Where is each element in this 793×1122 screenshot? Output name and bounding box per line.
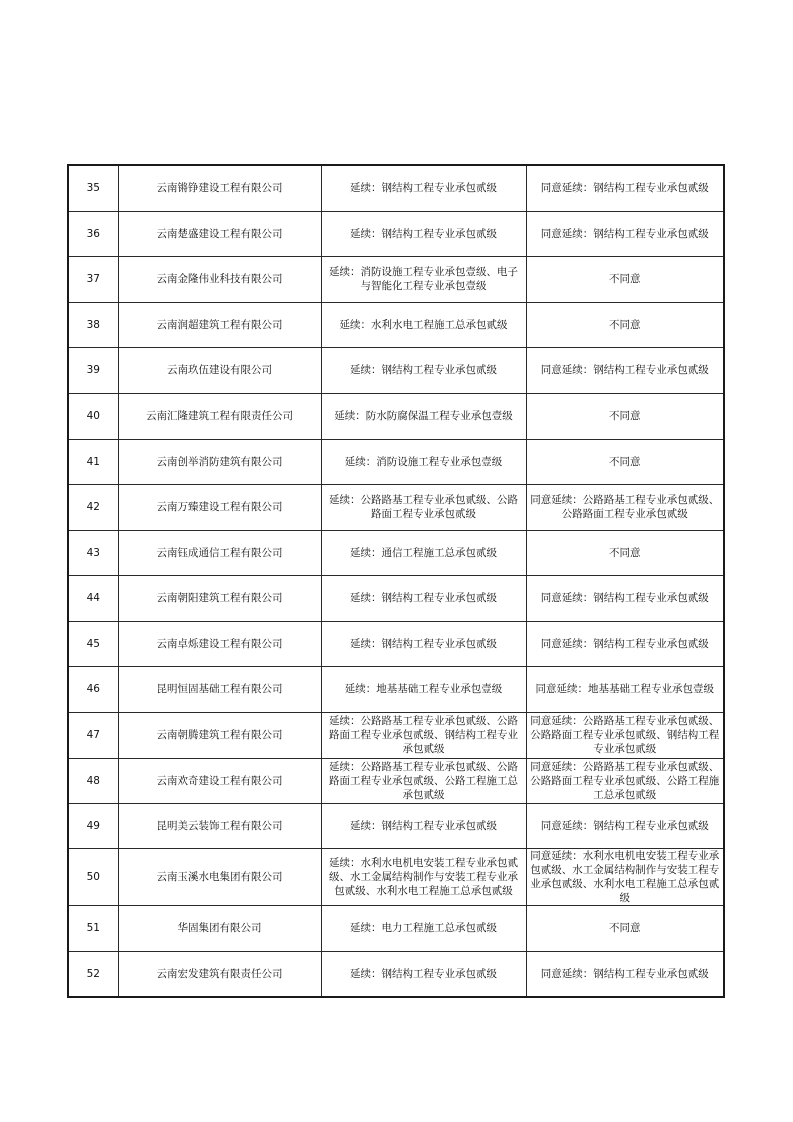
approval-result: 同意延续：公路路基工程专业承包贰级、公路路面工程专业承包贰级、钢结构工程专业承包贰级 (526, 712, 724, 758)
company-name: 云南钰成通信工程有限公司 (118, 530, 321, 575)
row-number: 47 (68, 712, 118, 758)
approval-result: 同意延续：钢结构工程专业承包贰级 (526, 621, 724, 666)
row-number: 37 (68, 256, 118, 302)
table-row (68, 848, 724, 905)
application-item: 延续：钢结构工程专业承包贰级 (321, 165, 526, 211)
table-row (68, 575, 724, 621)
table-row (68, 484, 724, 530)
company-name: 云南宏发建筑有限责任公司 (118, 951, 321, 997)
table-row (68, 302, 724, 347)
table-row (68, 621, 724, 666)
company-name: 云南汇隆建筑工程有限责任公司 (118, 393, 321, 439)
company-name: 昆明美云装饰工程有限公司 (118, 803, 321, 848)
row-number: 42 (68, 484, 118, 530)
application-item: 延续：通信工程施工总承包贰级 (321, 530, 526, 575)
approval-result: 同意延续：钢结构工程专业承包贰级 (526, 951, 724, 997)
row-number: 49 (68, 803, 118, 848)
row-number: 40 (68, 393, 118, 439)
approval-result: 不同意 (526, 393, 724, 439)
row-number: 48 (68, 758, 118, 803)
row-number: 41 (68, 439, 118, 484)
company-name: 云南欢奇建设工程有限公司 (118, 758, 321, 803)
application-item: 延续：水利水电工程施工总承包贰级 (321, 302, 526, 347)
row-number: 44 (68, 575, 118, 621)
company-name: 云南玉溪水电集团有限公司 (118, 848, 321, 905)
application-item: 延续：钢结构工程专业承包贰级 (321, 621, 526, 666)
company-name: 云南朝腾建筑工程有限公司 (118, 712, 321, 758)
approval-result: 同意延续：钢结构工程专业承包贰级 (526, 347, 724, 393)
table-row (68, 530, 724, 575)
company-name: 云南万臻建设工程有限公司 (118, 484, 321, 530)
approval-result: 不同意 (526, 905, 724, 951)
company-name: 云南楚盛建设工程有限公司 (118, 211, 321, 256)
company-name: 云南朝阳建筑工程有限公司 (118, 575, 321, 621)
application-item: 延续：钢结构工程专业承包贰级 (321, 211, 526, 256)
application-item: 延续：钢结构工程专业承包贰级 (321, 347, 526, 393)
application-item: 延续：钢结构工程专业承包贰级 (321, 803, 526, 848)
approval-result: 同意延续：钢结构工程专业承包贰级 (526, 803, 724, 848)
table-body (68, 165, 724, 997)
table-row (68, 758, 724, 803)
row-number: 52 (68, 951, 118, 997)
approval-result: 不同意 (526, 439, 724, 484)
application-item: 延续：钢结构工程专业承包贰级 (321, 575, 526, 621)
table-row (68, 439, 724, 484)
application-item: 延续：消防设施工程专业承包壹级、电子与智能化工程专业承包壹级 (321, 256, 526, 302)
application-item: 延续：防水防腐保温工程专业承包壹级 (321, 393, 526, 439)
table-row (68, 347, 724, 393)
row-number: 45 (68, 621, 118, 666)
table-row (68, 256, 724, 302)
approval-result: 同意延续：钢结构工程专业承包贰级 (526, 211, 724, 256)
qualification-table (67, 164, 725, 998)
row-number: 50 (68, 848, 118, 905)
table-row (68, 803, 724, 848)
company-name: 云南锵铮建设工程有限公司 (118, 165, 321, 211)
company-name: 昆明恒固基础工程有限公司 (118, 666, 321, 712)
company-name: 云南润超建筑工程有限公司 (118, 302, 321, 347)
table-row (68, 666, 724, 712)
approval-result: 同意延续：公路路基工程专业承包贰级、公路路面工程专业承包贰级、公路工程施工总承包贰级 (526, 758, 724, 803)
approval-result: 不同意 (526, 302, 724, 347)
table-row (68, 211, 724, 256)
table-row (68, 712, 724, 758)
application-item: 延续：水利水电机电安装工程专业承包贰级、水工金属结构制作与安装工程专业承包贰级、水利水电工程施工总承包贰级 (321, 848, 526, 905)
table-row (68, 905, 724, 951)
row-number: 35 (68, 165, 118, 211)
approval-result: 同意延续：钢结构工程专业承包贰级 (526, 165, 724, 211)
table-row (68, 393, 724, 439)
company-name: 华固集团有限公司 (118, 905, 321, 951)
application-item: 延续：公路路基工程专业承包贰级、公路路面工程专业承包贰级 (321, 484, 526, 530)
row-number: 46 (68, 666, 118, 712)
application-item: 延续：公路路基工程专业承包贰级、公路路面工程专业承包贰级、钢结构工程专业承包贰级 (321, 712, 526, 758)
application-item: 延续：地基基础工程专业承包壹级 (321, 666, 526, 712)
company-name: 云南创举消防建筑有限公司 (118, 439, 321, 484)
row-number: 38 (68, 302, 118, 347)
application-item: 延续：钢结构工程专业承包贰级 (321, 951, 526, 997)
approval-result: 不同意 (526, 256, 724, 302)
row-number: 51 (68, 905, 118, 951)
approval-result: 同意延续：地基基础工程专业承包壹级 (526, 666, 724, 712)
company-name: 云南金隆伟业科技有限公司 (118, 256, 321, 302)
company-name: 云南玖伍建设有限公司 (118, 347, 321, 393)
company-name: 云南卓烁建设工程有限公司 (118, 621, 321, 666)
row-number: 36 (68, 211, 118, 256)
application-item: 延续：电力工程施工总承包贰级 (321, 905, 526, 951)
approval-result: 同意延续：公路路基工程专业承包贰级、公路路面工程专业承包贰级 (526, 484, 724, 530)
table-row (68, 165, 724, 211)
approval-result: 同意延续：水利水电机电安装工程专业承包贰级、水工金属结构制作与安装工程专业承包贰级、水利水电工程施工总承包贰级 (526, 848, 724, 905)
row-number: 39 (68, 347, 118, 393)
row-number: 43 (68, 530, 118, 575)
application-item: 延续：消防设施工程专业承包壹级 (321, 439, 526, 484)
application-item: 延续：公路路基工程专业承包贰级、公路路面工程专业承包贰级、公路工程施工总承包贰级 (321, 758, 526, 803)
approval-result: 不同意 (526, 530, 724, 575)
table-row (68, 951, 724, 997)
approval-result: 同意延续：钢结构工程专业承包贰级 (526, 575, 724, 621)
